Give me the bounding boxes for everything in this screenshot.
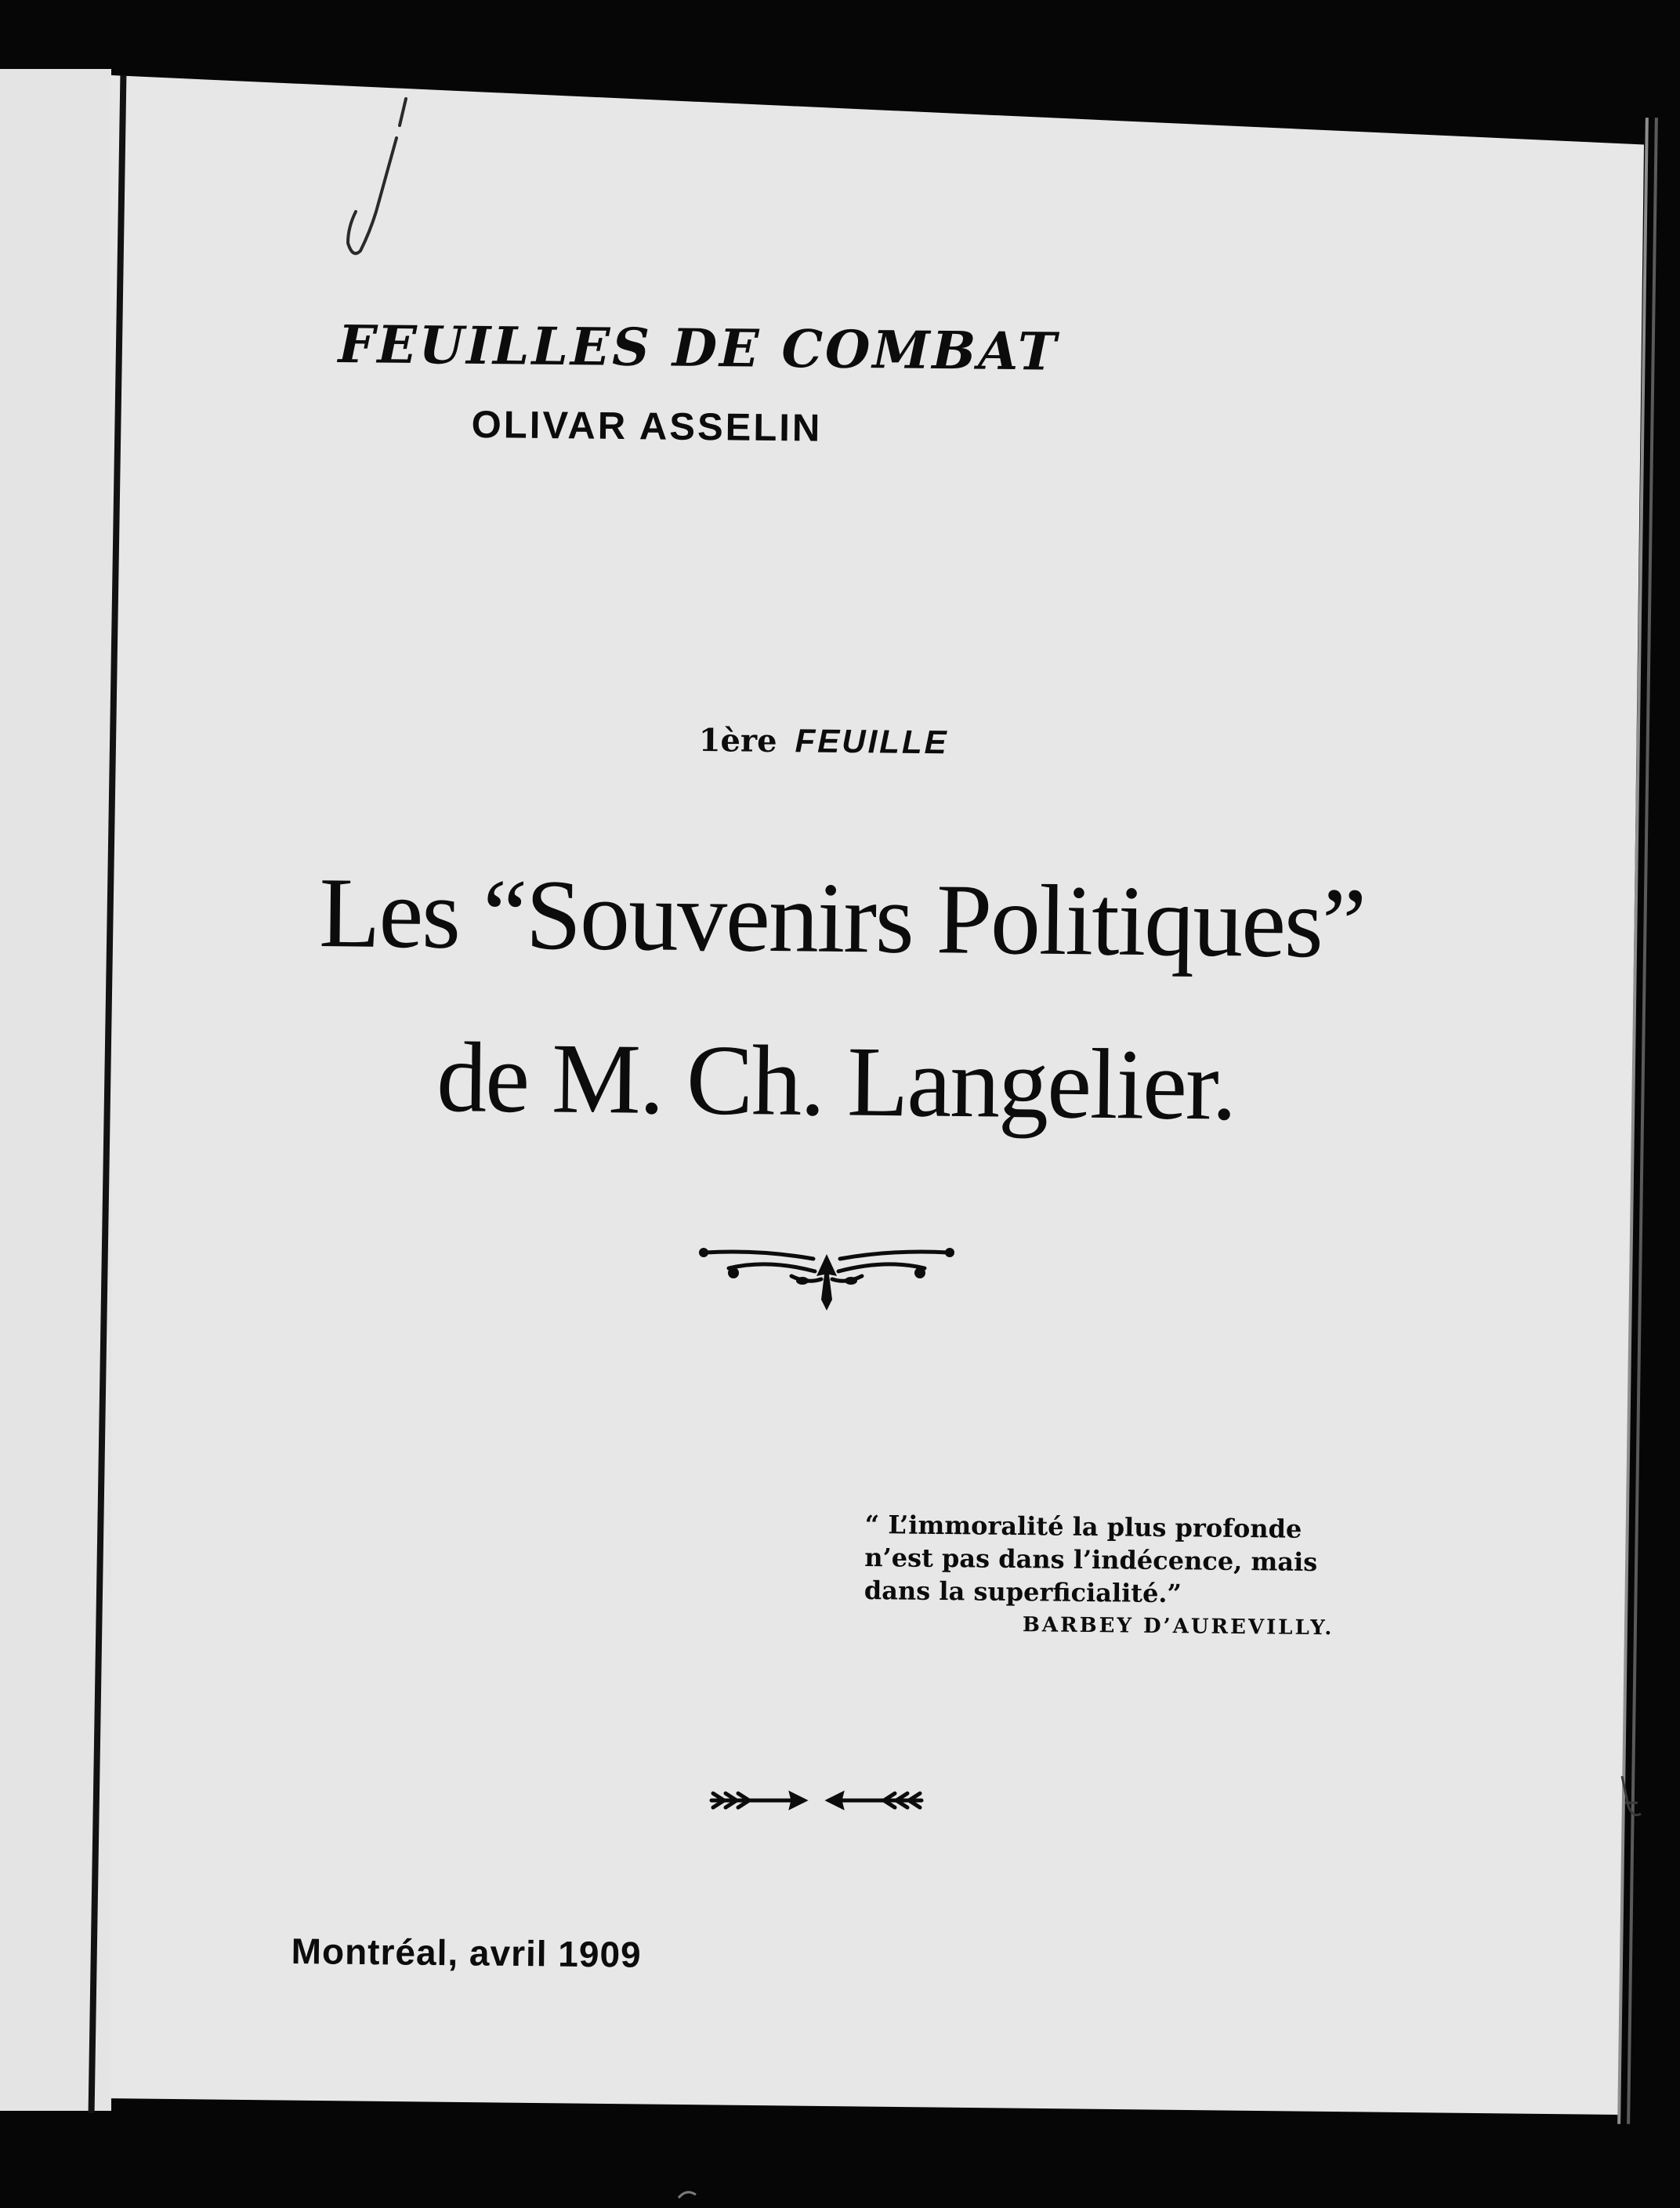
- epigraph-line: n’est pas dans l’indécence, mais: [864, 1542, 1318, 1578]
- issue-line: [698, 721, 948, 761]
- series-title: FEUILLES DE COMBAT: [338, 314, 1059, 383]
- margin-pencil-mark: [1614, 1771, 1646, 1826]
- scroll-flourish-ornament: [697, 1245, 956, 1317]
- author-name: OLIVAR ASSELIN: [471, 403, 823, 450]
- main-title: Les “Souvenirs Politiques”: [318, 857, 1366, 979]
- scan-artifact: [675, 2187, 699, 2201]
- epigraph-line: dans la superficialité.”: [864, 1575, 1182, 1609]
- main-subtitle: de M. Ch. Langelier.: [436, 1021, 1236, 1141]
- epigraph-attribution: BARBEY D’AUREVILLY.: [1022, 1613, 1334, 1641]
- pencil-mark: [321, 94, 415, 266]
- epigraph-line: “ L’immoralité la plus profonde: [864, 1509, 1302, 1544]
- arrow-divider-ornament: [707, 1787, 926, 1814]
- imprint-place-date: Montréal, avril 1909: [291, 1931, 642, 1975]
- epigraph: [864, 1508, 1335, 1640]
- issue-label: FEUILLE: [795, 722, 949, 761]
- issue-number: 1ère: [698, 721, 777, 760]
